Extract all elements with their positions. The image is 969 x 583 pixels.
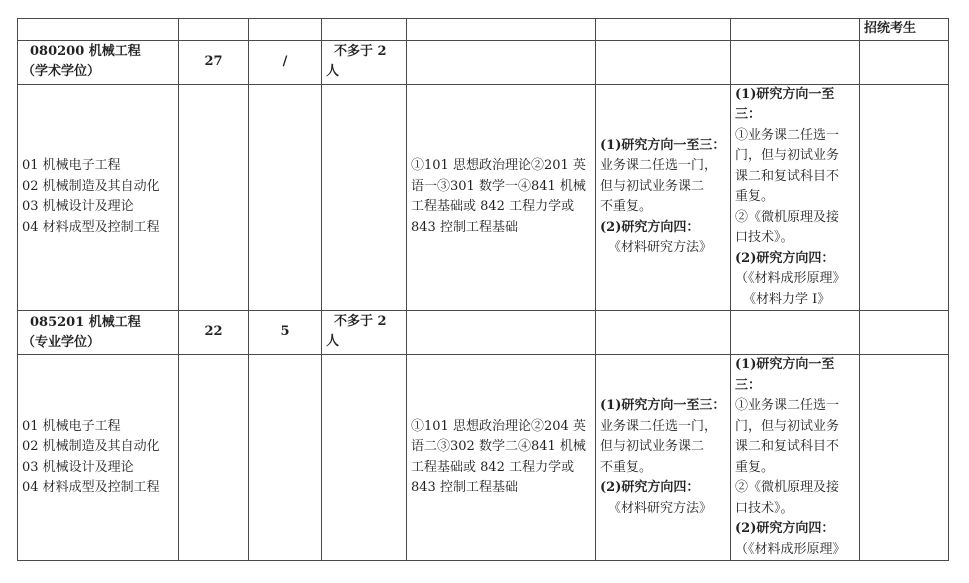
- retest-line: 重复。: [735, 189, 775, 204]
- admissions-table: [17, 18, 949, 561]
- exempt-cell: /: [249, 40, 322, 84]
- same-level-line: 不重复。: [600, 199, 653, 215]
- empty-cell: [322, 84, 407, 311]
- retest-cell: [731, 355, 860, 561]
- header-cell: [18, 19, 179, 41]
- program-row: [18, 40, 949, 84]
- retest-heading: 三：: [735, 377, 762, 393]
- exam-line: 语二③302 数学二④841 机械: [411, 439, 586, 454]
- limit-cell: [322, 40, 407, 84]
- limit-line: 不多于 2: [334, 43, 387, 59]
- empty-cell: [596, 40, 731, 84]
- header-cell: [249, 19, 322, 41]
- direction-item: 01 机械电子工程: [22, 158, 121, 174]
- header-cell: [322, 19, 407, 41]
- program-code-name: 080200 机械工程: [30, 44, 141, 59]
- direction-item: 02 机械制造及其自动化: [22, 178, 160, 194]
- header-row: [18, 19, 949, 41]
- exam-line: 语一③301 数学一④841 机械: [411, 178, 586, 194]
- program-name-cell: [18, 40, 179, 84]
- retest-line: ①业务课二任选一: [735, 398, 840, 413]
- directions-cell: [18, 355, 179, 561]
- empty-cell: [249, 84, 322, 311]
- retest-line: 课二和复试科目不: [735, 439, 840, 454]
- retest-line: （《材料成形原理》: [735, 271, 846, 286]
- empty-cell: [596, 311, 731, 355]
- retest-heading: (2)研究方向四：: [735, 521, 835, 536]
- header-cell: [407, 19, 596, 41]
- retest-cell: [731, 84, 860, 311]
- same-level-cell: [596, 355, 731, 561]
- same-level-line: 业务课二任选一门，: [600, 158, 718, 174]
- limit-cell: [322, 311, 407, 355]
- retest-line: ②《微机原理及接: [735, 480, 840, 495]
- direction-item: 04 材料成型及控制工程: [22, 480, 160, 495]
- retest-line: 课二和复试科目不: [735, 168, 840, 184]
- retest-line: 重复。: [735, 459, 775, 475]
- empty-cell: [407, 40, 596, 84]
- quota-cell: 27: [179, 40, 249, 84]
- program-name-cell: [18, 311, 179, 355]
- program-row: [18, 311, 949, 355]
- detail-row: [18, 355, 949, 561]
- direction-item: 03 机械设计及理论: [22, 199, 134, 215]
- exam-subjects-cell: [407, 355, 596, 561]
- same-level-heading: (2)研究方向四：: [600, 480, 700, 495]
- limit-line: 人: [326, 334, 340, 349]
- detail-row: [18, 84, 949, 311]
- empty-cell: [860, 311, 949, 355]
- limit-line: 人: [326, 63, 340, 79]
- exam-subjects-cell: [407, 84, 596, 311]
- retest-heading: (1)研究方向一至: [735, 86, 835, 102]
- retest-line: ②《微机原理及接: [735, 209, 840, 225]
- same-level-heading: (2)研究方向四：: [600, 219, 700, 235]
- exam-line: 843 控制工程基础: [411, 219, 518, 235]
- retest-line: 口技术》。: [735, 230, 794, 245]
- retest-heading: (1)研究方向一至: [735, 357, 835, 372]
- exam-line: 843 控制工程基础: [411, 480, 518, 495]
- program-degree: （学术学位）: [22, 64, 101, 79]
- retest-line: 《材料力学 I》: [743, 291, 831, 307]
- program-code-name: 085201 机械工程: [30, 314, 141, 330]
- empty-cell: [322, 355, 407, 561]
- exam-line: 工程基础或 842 工程力学或: [411, 199, 575, 215]
- header-cell: [596, 19, 731, 41]
- retest-line: ①业务课二任选一: [735, 127, 840, 143]
- same-level-line: 业务课二任选一门，: [600, 418, 718, 434]
- direction-item: 02 机械制造及其自动化: [22, 439, 160, 454]
- recruit-header: 招统考生: [860, 19, 949, 41]
- exam-line: ①101 思想政治理论②201 英: [411, 158, 586, 174]
- empty-cell: [731, 311, 860, 355]
- program-degree: （专业学位）: [22, 334, 101, 350]
- same-level-heading: (1)研究方向一至三：: [600, 398, 726, 413]
- same-level-heading: (1)研究方向一至三：: [600, 137, 726, 153]
- exempt-cell: 5: [249, 311, 322, 355]
- retest-heading: (2)研究方向四：: [735, 250, 835, 266]
- directions-cell: [18, 84, 179, 311]
- same-level-cell: [596, 84, 731, 311]
- direction-item: 01 机械电子工程: [22, 418, 121, 434]
- empty-cell: [860, 84, 949, 311]
- retest-line: 口技术》。: [735, 500, 794, 516]
- exam-line: ①101 思想政治理论②204 英: [411, 418, 586, 434]
- same-level-line: 《材料研究方法》: [608, 500, 713, 516]
- retest-line: （《材料成形原理》: [735, 541, 846, 557]
- same-level-line: 不重复。: [600, 459, 653, 475]
- empty-cell: [179, 84, 249, 311]
- empty-cell: [407, 311, 596, 355]
- retest-heading: 三：: [735, 107, 762, 122]
- same-level-line: 《材料研究方法》: [608, 240, 713, 256]
- retest-line: 门，但与初试业务: [735, 418, 840, 434]
- header-cell: [179, 19, 249, 41]
- direction-item: 03 机械设计及理论: [22, 459, 134, 475]
- empty-cell: [249, 355, 322, 561]
- quota-cell: 22: [179, 311, 249, 355]
- limit-line: 不多于 2: [334, 314, 387, 329]
- exam-line: 工程基础或 842 工程力学或: [411, 459, 575, 475]
- direction-item: 04 材料成型及控制工程: [22, 219, 160, 235]
- retest-line: 门，但与初试业务: [735, 148, 840, 163]
- same-level-line: 但与初试业务课二: [600, 178, 705, 194]
- empty-cell: [179, 355, 249, 561]
- same-level-line: 但与初试业务课二: [600, 439, 705, 454]
- empty-cell: [860, 355, 949, 561]
- empty-cell: [860, 40, 949, 84]
- header-cell: [731, 19, 860, 41]
- empty-cell: [731, 40, 860, 84]
